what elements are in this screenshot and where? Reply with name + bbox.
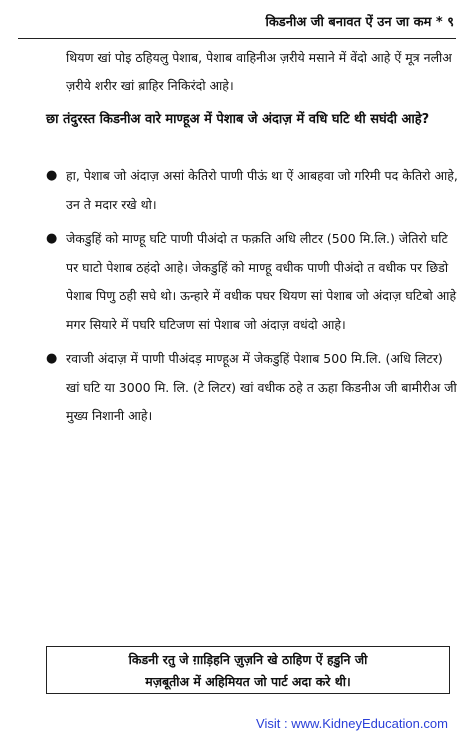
key-fact-line-2: मज़बूतीअ में अहिमियत जो पार्ट अदा करे थी। [145, 674, 351, 689]
header-divider [18, 38, 456, 39]
bullet-item-1 [46, 162, 458, 219]
bullet-item-2 [46, 225, 458, 339]
page-header [0, 8, 474, 34]
section-question: छा तंदुरस्त किडनीअ वारे माण्हूअ में पेशाब जे अंदाज़ में वधि घटि थी सघंदी आहे? [46, 112, 430, 127]
bullet-item-3 [46, 345, 458, 431]
bullet-text: हा, पेशाब जो अंदाज़ असां केतिरो पाणी पीऊं था ऐं आबहवा जो गरिमी पद केतिरो आहे, उन ते मदार रखे थो। [66, 168, 458, 212]
intro-paragraph: थियण खां पोइ ठहियलु पेशाब, पेशाब वाहिनीअ ज़रीये मसाने में वेंदो आहे ऐं मूत्र नलीअ ज़रीये शरीर खां ब़ाहिर निकिरंदो आहे। [66, 50, 452, 93]
key-fact-line-1: किडनी रतु जे ग़ाड़िहनि ज़ुज़नि खे ठाहिण ऐं हडुनि जी [128, 652, 368, 667]
website-link[interactable]: Visit : www.KidneyEducation.com [256, 716, 448, 731]
bullet-text: रवाजी अंदाज़ में पाणी पीअंदड़ माण्हूअ में जेकडुहिं पेशाब 500 मि.लि. (अधि लिटर) खां घटि या 3000 मि. लि. (टे लिटर) खां वधीक ठहे त ऊहा किडनीअ जी बामीरीअ जी मुख्य निशानी आहे। [66, 351, 457, 423]
bullet-text: जेकडुहिं को माण्हू घटि पाणी पीअंदो त फक़ति अधि लीटर (500 मि.लि.) जेतिरो घटि पर घाटो पेशाब ठहंदो आहे। जेकडुहिं को माण्हू वधीक पाणी पीअंदो त वधीक पर छिडो पेशाब पिणु ठही सघे थो। ऊन्हारे में वधीक पघर थियण सां पेशाब जो अंदाज़ घटिबो आहे मगर सियारे में पघरि घटिजण सां पेशाब जो अंदाज़ वधंदो आहे। [66, 231, 457, 332]
bullet-dot-icon: ● [46, 231, 58, 246]
key-fact-box [46, 646, 450, 694]
bullet-dot-icon: ● [46, 168, 58, 183]
bullet-list [46, 162, 458, 437]
bullet-dot-icon: ● [46, 351, 58, 366]
header-title: किडनीअ जी बनावत ऐं उन जा कम * ९ [265, 15, 454, 30]
